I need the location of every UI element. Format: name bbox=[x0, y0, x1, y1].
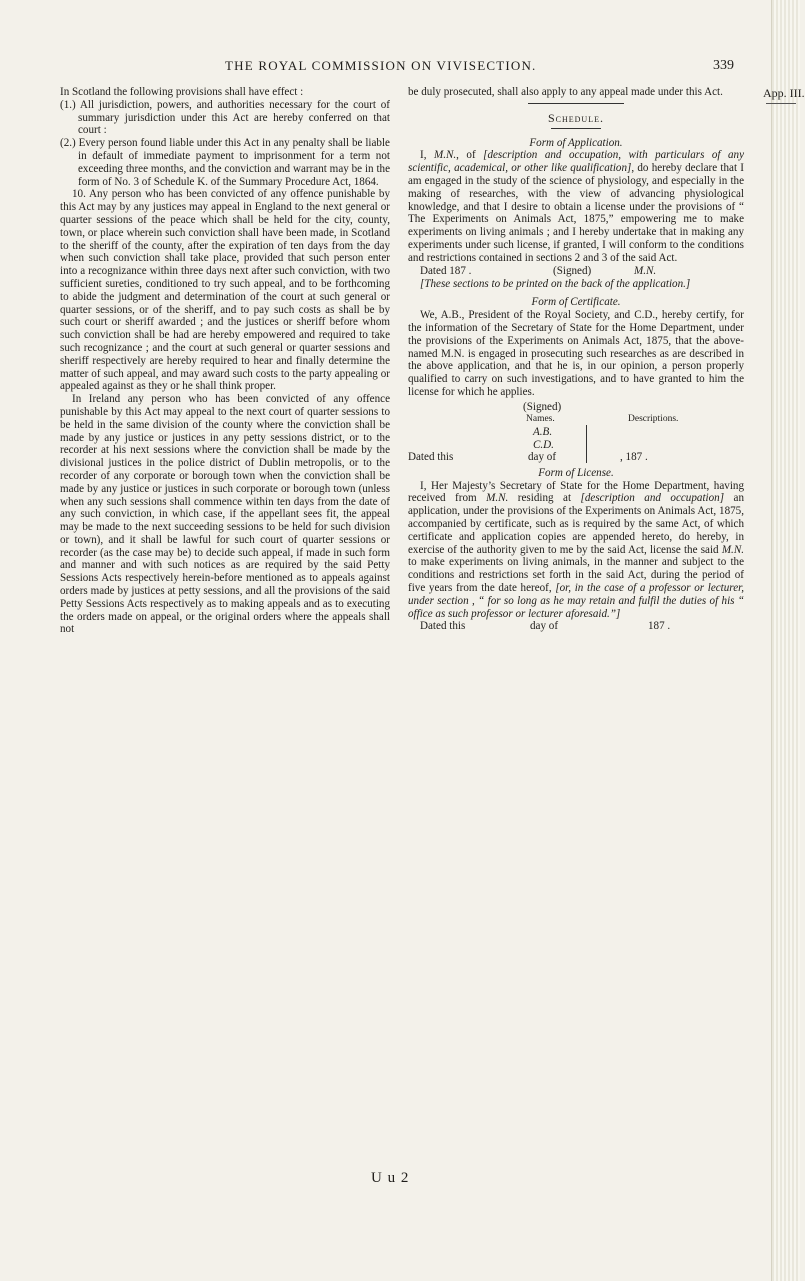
sections-note: [These sections to be printed on the back of the application.] bbox=[420, 277, 691, 290]
signature-mark: U u 2 bbox=[371, 1170, 410, 1186]
license-text: I, Her Majesty’s Secretary of State for the Home Department, having received from M.N. residing at [description and occupation] an application, under the provisions of the Experiments on Animals Act, 1875, accompanied by certificate, such as is required by the same Act, of which certificate and application copies are appended hereto, do hereby, in exercise of the authority given to me by the said Act, license the said M.N. to make experiments on living animals, in the manner and subject to the conditions and restrictions set forth in the said Act, during the period of five years from the date hereof, [or, in the case of a professor or lecturer, under section , “ for so long as he may retain and fulfil the duties of his “ office as such professor or lecturer aforesaid.”] bbox=[408, 479, 744, 620]
left-column bbox=[60, 86, 390, 636]
section-10-appeal: 10. Any person who has been convicted of any offence punishable by this Act may by any justices may appeal in England to the next general or quarter sessions of the peace which shall be held for the city, county, town, or place wherein such conviction shall have been made, in Scotland to the sheriff of the county, after the expiration of ten days from the day when such conviction shall take place, provided that such person enter into a recognizance within three days next after such conviction, with two sufficient sureties, conditioned to try such appeal, and to be forthcoming to abide the judgment and determination of the court at such general or quarter sessions, or of the sheriff, and to pay such costs as shall be by such court or sheriff awarded ; and the justices or sheriff before whom such conviction shall be had are hereby empowered and required to take such recognizance ; and the court at such general or quarter sessions and sheriff respectively are hereby required to hear and finally determine the matter of such appeal, and may award such costs to the party appealing or appealed against as they or he shall think proper. bbox=[60, 188, 390, 393]
page-header bbox=[0, 58, 800, 78]
divider-rule bbox=[551, 128, 601, 129]
application-text: I, M.N., of [description and occupation, with particulars of any scientific, academical, or other like qualification], do hereby declare that I am engaged in the study of the science of physiology, and especially in the making of researches, with the view of advancing physiological knowledge, and that I desire to obtain a license under the provisions of “ The Experiments on Animals Act, 1875,” empowering me to make experiments on living animals ; and I hereby undertake that in making any experiments under such license, if granted, I will conform to the conditions and restrictions contained in sections 2 and 3 of the said Act. bbox=[408, 149, 745, 264]
right-column bbox=[408, 86, 744, 633]
margin-rule bbox=[766, 103, 796, 104]
page-binding-edge bbox=[771, 0, 800, 1281]
divider-rule bbox=[528, 103, 624, 104]
scotland-intro: In Scotland the following provisions shall have effect : bbox=[60, 86, 304, 98]
form-license-title: Form of License. bbox=[538, 466, 614, 479]
form-application-title: Form of Application. bbox=[529, 136, 623, 149]
running-title: THE ROYAL COMMISSION ON VIVISECTION. bbox=[225, 58, 537, 73]
provision-1: (1.) All jurisdiction, powers, and authorities necessary for the court of summary jurisdiction under this Act are hereby conferred on that court : bbox=[60, 98, 390, 137]
provision-2: (2.) Every person found liable under this Act in any penalty shall be liable in default of immediate payment to imprisonment for a term not exceeding three months, and the conviction and warrant may be in the form of No. 3 of Schedule K. of the Summary Procedure Act, 1864. bbox=[60, 137, 390, 188]
form-certificate-title: Form of Certificate. bbox=[531, 296, 621, 309]
ireland-appeal: In Ireland any person who has been convicted of any offence punishable by this Act may appeal to the next court of quarter sessions to be held in the same division of the county where the conviction shall be made by any justice or justices in any petty sessions district, or to the recorder at his next sessions where the conviction shall be made by the divisional justices in the police district of Dublin metropolis, or to the recorder of any corporate or borough town when the conviction shall be made by any justice or justices in such corporate or borough town (unless when any such sessions shall commence within ten days from the date of any such conviction, in which case, if the appellant sees fit, the appeal may be made to the next succeeding sessions to be held for such division or town), and it shall be lawful for such court of quarter sessions or recorder (as the case may be) to decide such appeal, if made in such form and manner and with such notices as are required by the said Petty Sessions Acts respectively herein-before mentioned as to appeals against orders made by justices at petty sessions, and all the provisions of the said Petty Sessions Acts respectively as to making appeals and as to executing the orders made on appeal, or the original orders where the appeals shall not bbox=[60, 393, 390, 636]
appeal-continuation: be duly prosecuted, shall also apply to any appeal made under this Act. bbox=[408, 86, 723, 98]
certificate-signatures: (Signed) Names. Descriptions. A.B. C.D. Dated this day of , 187 . bbox=[408, 400, 679, 463]
certificate-text: We, A.B., President of the Royal Society, and C.D., hereby certify, for the information of the Secretary of State for the Home Department, under the provisions of the Experiments on Animals Act, 1875, that the above-named M.N. is engaged in prosecuting such researches as are described in the above application, and that he is, in our opinion, a person properly qualified to carry on such investigations, and to have granted to him the license for which he applies. bbox=[408, 309, 744, 398]
schedule-heading: Schedule. bbox=[547, 110, 604, 125]
page-number: 339 bbox=[713, 58, 734, 73]
appendix-margin-note: App. III. bbox=[763, 86, 805, 100]
application-dated-line: Dated 187 . (Signed) M.N. bbox=[420, 264, 657, 277]
license-dated-line: Dated this day of 187 . bbox=[420, 620, 671, 633]
